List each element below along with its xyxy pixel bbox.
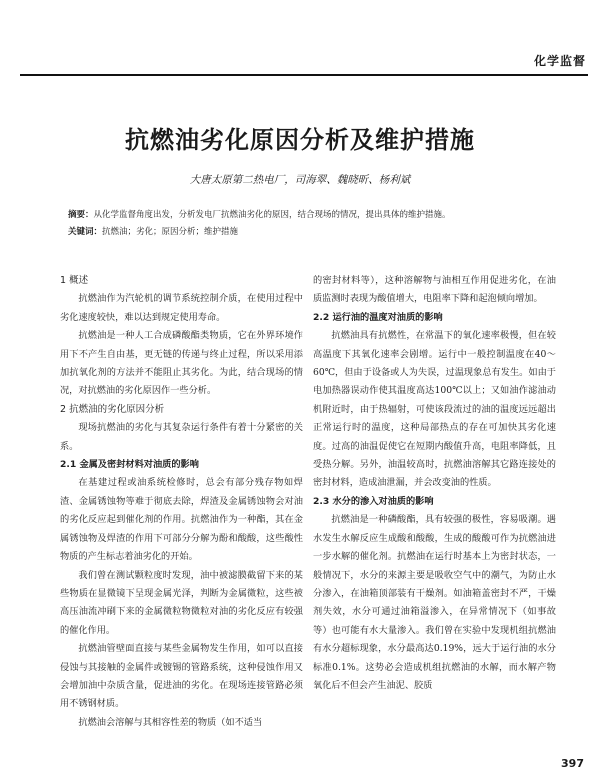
paragraph-continued: 的密封材料等），这种溶解物与油相互作用促进劣化，在油质监测时表现为酸值增大，电阻率下降和起泡倾向增加。 — [313, 275, 556, 305]
page-number: 397 — [561, 757, 584, 770]
paragraph: 我们曾在测试颗粒度时发现，油中被滤膜截留下来的某些物质在显微镜下呈现金属光泽，判断为金属微粒，这些被高压油流冲刷下来的金属微粒物微粒对油的劣化反应有较强的催化作用。 — [60, 569, 303, 636]
paragraph: 在基建过程或油系统检修时，总会有部分残存物如焊渣、金属锈蚀物等难于彻底去除，焊渣及金属锈蚀物会对油的劣化反应起到催化剂的作用。抗燃油作为一种酯，其在金属锈蚀物及焊渣的作用下可部分分解为酚和酸酸，这些酸性物质的产生标志着油劣化的开始。 — [60, 477, 303, 563]
paragraph: 抗燃油会溶解与其相容性差的物质（如不适当 — [78, 716, 263, 728]
subsection-heading-2-2: 2.2 运行油的温度对油质的影响 — [313, 311, 443, 323]
paragraph: 抗燃油具有抗燃性，在常温下的氧化速率极慢，但在较高温度下其氧化速率会剧增。运行中一般控制温度在40～60℃，但由于设备或人为失误，过温现象总有发生。如由于电加热器误动作使其温度高达100℃以上；又如油作滤油动机附近时，由于热辐射，可使该段流过的油的温度远远超出正常运行时的温度，这种局部热点的存在可加快其劣化速度。过高的油温促使它在短期内酸值升高，电阻率降低，且受热分解。另外，油温较高时，抗燃油溶解其它路连接处的密封材料，造成油泄漏，并会改变油的性质。 — [313, 330, 556, 489]
keywords-label: 关键词： — [68, 227, 103, 237]
left-column — [60, 272, 303, 732]
abstract — [68, 209, 568, 221]
paragraph: 抗燃油作为汽轮机的调节系统控制介质，在使用过程中劣化速度较快，难以达到规定使用寿命。 — [60, 293, 303, 323]
abstract-text: 从化学监督角度出发，分析发电厂抗燃油劣化的原因，结合现场的情况，提出具体的维护措施。 — [93, 210, 451, 220]
section-heading-1: 1 概述 — [60, 275, 89, 286]
keywords — [68, 226, 568, 238]
subsection-heading-2-1: 2.1 金属及密封材料对油质的影响 — [60, 459, 199, 471]
header-rule — [20, 74, 588, 76]
paragraph: 抗燃油管壁面直接与某些金属物发生作用，如可以直接侵蚀与其接触的金属件或镀锡的管路系统，这种侵蚀作用又会增加油中杂质含量，促进油的劣化。在现场连接管路必须用不锈钢材质。 — [60, 643, 303, 710]
article-title: 抗燃油劣化原因分析及维护措施 — [125, 125, 475, 154]
section-heading-2: 2 抗燃油的劣化原因分析 — [60, 403, 165, 415]
paragraph: 抗燃油是一种人工合成磷酸酯类物质，它在外界环境作用下不产生自由基，更无链的传递与终止过程，所以采用添加抗氧化剂的方法并不能阻止其劣化。为此，结合现场的情况，对抗燃油的劣化原因作一些分析。 — [60, 330, 303, 397]
article-authors: 大唐太原第二热电厂，司海翠、魏晓昕、杨利斌 — [189, 174, 411, 186]
right-column — [313, 272, 556, 695]
paragraph: 抗燃油是一种磷酸酯，具有较强的极性，容易吸潮。遇水发生水解反应生成酸和酸酸，生成的酸酸可作为抗燃油进一步水解的催化剂。抗燃油在运行时基本上为密封状态，一般情况下，水分的来源主要是吸收空气中的潮气，为防止水分渗入，在油箱顶部装有干燥剂。如油箱盖密封不严，干燥剂失效，水分可通过油箱溢渗入，在异常情况下（如事故等）也可能有水大量渗入。我们曾在实验中发现机组抗燃油有水分超标现象，水分最高达0.19%，远大于运行油的水分标准0.1%。这势必会造成机组抗燃油的水解，而水解产物氧化后不但会产生油泥、胶质 — [313, 514, 556, 691]
subsection-heading-2-3: 2.3 水分的渗入对油质的影响 — [313, 495, 434, 507]
keywords-text: 抗燃油；劣化；原因分析；维护措施 — [102, 227, 239, 237]
abstract-label: 摘要： — [68, 210, 94, 220]
section-tag: 化学监督 — [533, 54, 586, 68]
paragraph: 现场抗燃油的劣化与其复杂运行条件有着十分紧密的关系。 — [60, 422, 303, 452]
